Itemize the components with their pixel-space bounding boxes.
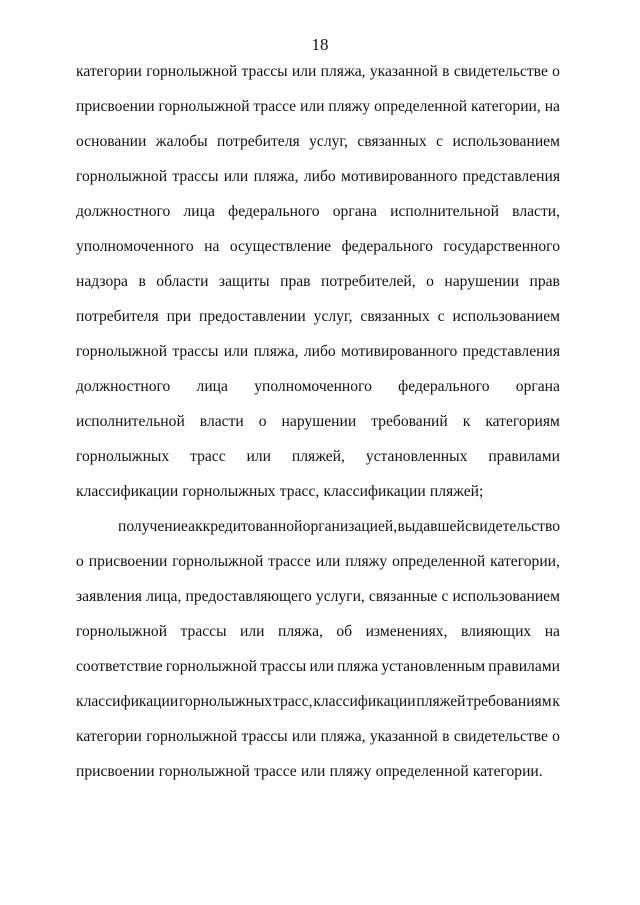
text-line: присвоении горнолыжной трассе или пляжу определенной категории. — [76, 763, 543, 780]
text-line: горнолыжной трассы или пляжа, либо мотивированного представления — [76, 168, 560, 185]
text-line: потребителя при предоставлении услуг, связанных с использованием — [76, 308, 560, 325]
text-line: заявления лица, предоставляющего услуги, связанные с использованием — [76, 588, 560, 605]
text-line: горнолыжной трассы или пляжа, об изменениях, влияющих на — [76, 623, 560, 640]
text-line: надзора в области защиты прав потребителей, о нарушении прав — [76, 273, 560, 290]
text-line: о присвоении горнолыжной трассе или пляжу определенной категории, — [76, 553, 560, 570]
text-line: категории горнолыжной трассы или пляжа, указанной в свидетельстве о — [76, 728, 560, 745]
text-line: основании жалобы потребителя услуг, связанных с использованием — [76, 133, 560, 150]
page-number: 18 — [311, 35, 329, 54]
text-line: должностного лица федерального органа исполнительной власти, — [76, 203, 560, 220]
text-line: присвоении горнолыжной трассе или пляжу определенной категории, на — [76, 98, 560, 115]
text-line: классификации горнолыжных трасс, классификации пляжей; — [76, 483, 484, 500]
text-line: уполномоченного на осуществление федерального государственного — [76, 238, 560, 255]
text-line: горнолыжной трассы или пляжа, либо мотивированного представления — [76, 343, 560, 360]
text-line: соответствие горнолыжной трассы или пляжа установленным правилами — [76, 658, 560, 675]
text-line: классификации горнолыжных трасс, классификации пляжей требованиям к — [76, 693, 560, 710]
text-line: категории горнолыжной трассы или пляжа, указанной в свидетельстве о — [76, 63, 560, 80]
text-line: горнолыжных трасс или пляжей, установленных правилами — [76, 448, 560, 465]
text-line: исполнительной власти о нарушении требований к категориям — [76, 413, 560, 430]
text-line: должностного лица уполномоченного федерального органа — [76, 378, 560, 395]
text-line: получение аккредитованной организацией, выдавшей свидетельство — [118, 518, 560, 535]
